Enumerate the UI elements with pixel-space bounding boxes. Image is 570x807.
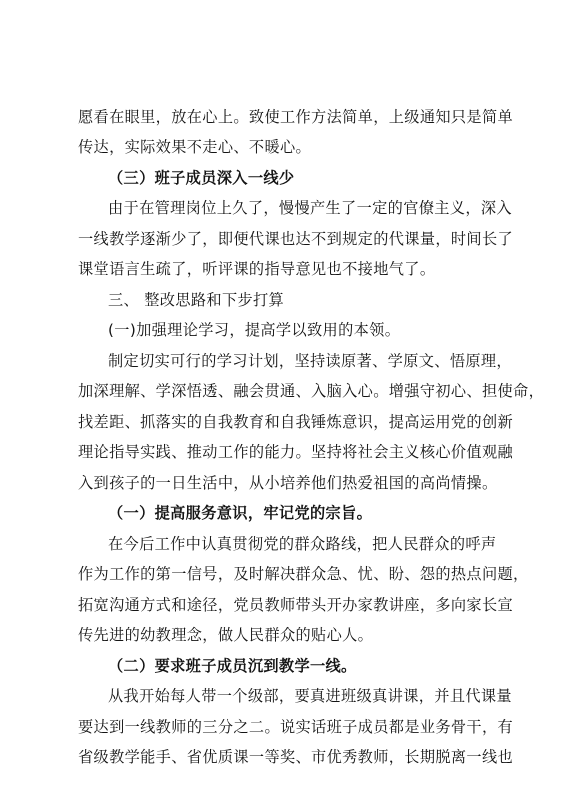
text-line: 作为工作的第一信号，及时解决群众急、忧、盼、怨的热点问题， (78, 565, 529, 583)
text-line: 在今后工作中认真贯彻党的群众路线，把人民群众的呼声 (108, 535, 497, 553)
subsection-heading: （一）提高服务意识，牢记党的宗旨。 (108, 504, 373, 522)
section-heading: （三）班子成员深入一线少 (108, 169, 295, 187)
text-line: 从我开始每人带一个级部，要真进班级真讲课，并且代课量 (108, 687, 512, 705)
text-line: 愿看在眼里，放在心上。致使工作方法简单，上级通知只是简单 (78, 108, 514, 126)
text-line: 制定切实可行的学习计划，坚持读原著、学原文、悟原理， (108, 352, 512, 370)
text-line: 理论指导实践、推动工作的能力。坚持将社会主义核心价值观融 (78, 443, 514, 461)
text-line: 课堂语言生疏了，听评课的指导意见也不接地气了。 (78, 260, 436, 278)
subsection-heading: （二）要求班子成员沉到教学一线。 (108, 657, 357, 675)
text-line: 一线教学逐渐少了，即便代课也达不到规定的代课量，时间长了 (78, 230, 514, 248)
text-line: 传先进的幼教理念，做人民群众的贴心人。 (78, 626, 374, 644)
section-heading: 三、 整改思路和下步打算 (108, 291, 285, 309)
text-line: 省级教学能手、省优质课一等奖、市优秀教师，长期脱离一线也 (78, 748, 514, 766)
text-line: 传达，实际效果不走心、不暖心。 (78, 138, 312, 156)
text-line: 由于在管理岗位上久了，慢慢产生了一定的官僚主义，深入 (108, 199, 512, 217)
text-line: 加深理解、学深悟透、融会贯通、入脑入心。增强守初心、担使命， (78, 382, 545, 400)
text-line: 要达到一线教师的三分之二。说实话班子成员都是业务骨干，有 (78, 718, 514, 736)
text-line: 拓宽沟通方式和途径，党员教师带头开办家教讲座，多向家长宣 (78, 596, 514, 614)
text-line: 入到孩子的一日生活中，从小培养他们热爱祖国的高尚情操。 (78, 474, 498, 492)
text-line: 找差距、抓落实的自我教育和自我锤炼意识，提高运用党的创新 (78, 413, 514, 431)
subsection-heading: (一)加强理论学习，提高学以致用的本领。 (108, 321, 401, 339)
